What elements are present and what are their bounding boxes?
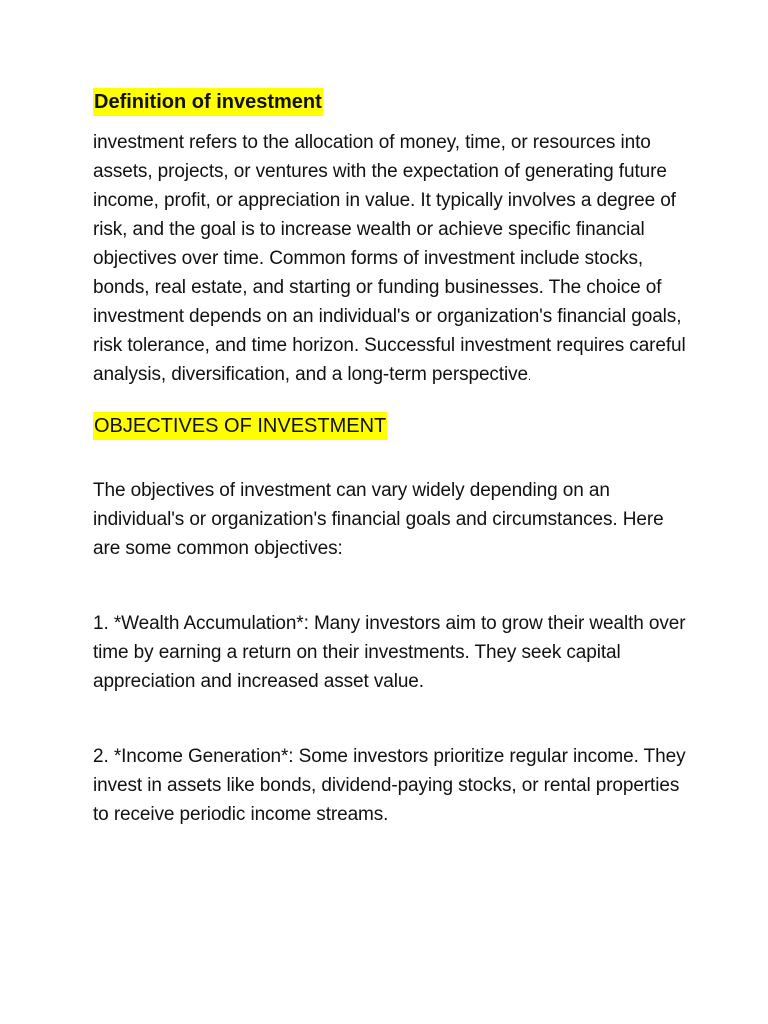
definition-body: investment refers to the allocation of money, time, or resources into assets, projects, or ventures with the expectation of generating future income, profit, or appreciation in value. It typically involves a degree of risk, and the goal is to increase wealth or achieve specific financial objectives over time. Common forms of investment include stocks, bonds, real estate, and starting or funding businesses. The choice of investment depends on an individual's or organization's financial goals, risk tolerance, and time horizon. Successful investment requires careful analysis, diversification, and a long-term perspective (93, 132, 686, 385)
objectives-heading: OBJECTIVES OF INVESTMENT (93, 412, 387, 440)
objective-item-wealth-accumulation: 1. *Wealth Accumulation*: Many investors aim to grow their wealth over time by earning a return on their investments. They seek capital appreciation and increased asset value. (93, 613, 686, 692)
objectives-intro: The objectives of investment can vary widely depending on an individual's or organization's financial goals and circumstances. Here are some common objectives: (93, 480, 664, 559)
definition-trailing-period: . (527, 371, 531, 383)
objective-item-income-generation: 2. *Income Generation*: Some investors prioritize regular income. They invest in assets like bonds, dividend-paying stocks, or rental properties to receive periodic income streams. (93, 746, 686, 825)
document-page (93, 88, 693, 829)
definition-paragraph (93, 128, 693, 392)
definition-heading: Definition of investment (93, 88, 323, 116)
